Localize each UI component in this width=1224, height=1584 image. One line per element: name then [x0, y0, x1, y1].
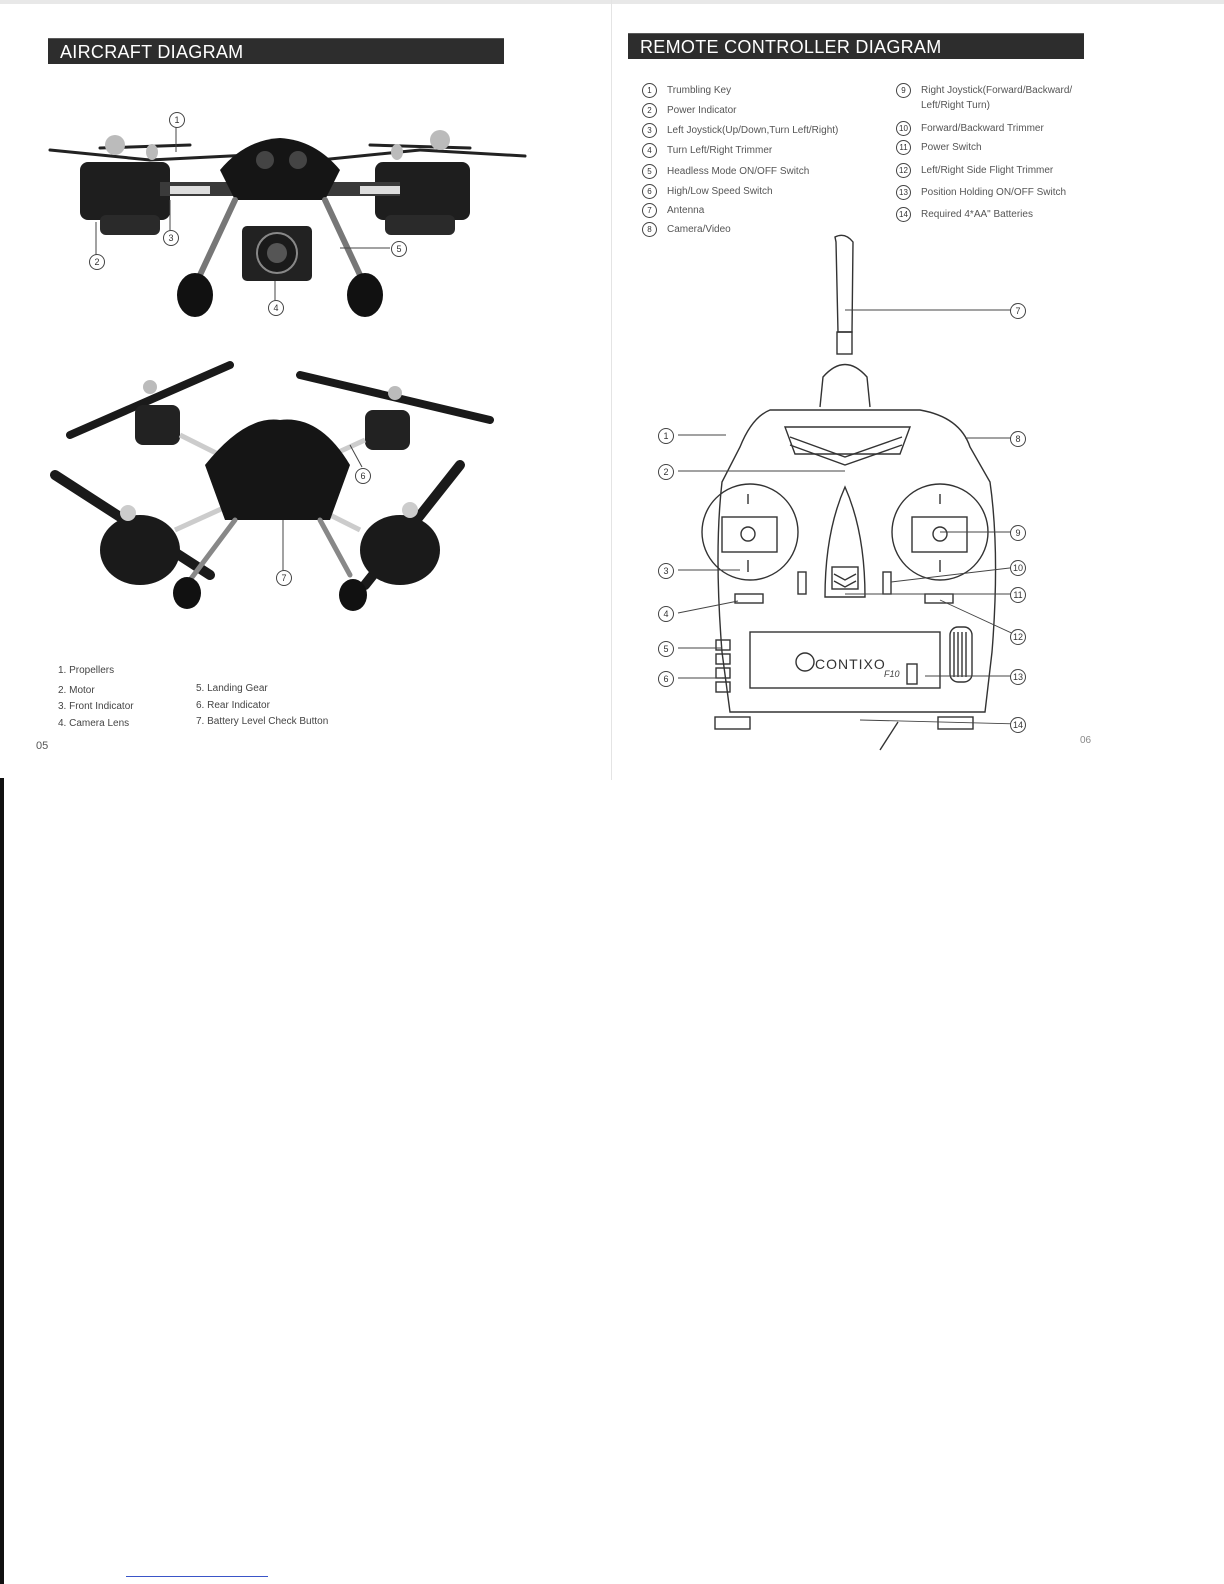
callout-2: 2	[89, 254, 105, 270]
part-motor: 2. Motor	[58, 685, 95, 696]
rc-callout-13: 13	[1010, 669, 1026, 685]
rc-item-6	[642, 184, 773, 199]
part-battery-check-button: 7. Battery Level Check Button	[196, 716, 329, 727]
model-label: F10	[884, 669, 900, 679]
remote-controller-diagram-header: REMOTE CONTROLLER DIAGRAM	[628, 33, 1084, 59]
part-rear-indicator: 6. Rear Indicator	[196, 700, 270, 711]
rc-item-3	[642, 123, 838, 138]
rc-item-2	[642, 103, 736, 118]
rc-callout-4: 4	[658, 606, 674, 622]
part-propellers: 1. Propellers	[58, 665, 115, 676]
rc-label-5: Headless Mode ON/OFF Switch	[667, 166, 810, 177]
callout-3: 3	[163, 230, 179, 246]
rc-item-12	[896, 163, 1053, 178]
rc-num-14: 14	[896, 207, 911, 222]
rc-label-8: Camera/Video	[667, 224, 731, 235]
rc-item-11	[896, 140, 982, 155]
rc-label-3: Left Joystick(Up/Down,Turn Left/Right)	[667, 125, 839, 136]
rc-num-9: 9	[896, 83, 911, 98]
remote-controller-illustration	[640, 232, 1060, 752]
rc-num-8: 8	[642, 222, 657, 237]
drone-rear-illustration	[40, 355, 510, 625]
rc-callout-7: 7	[1010, 303, 1026, 319]
part-front-indicator: 3. Front Indicator	[58, 701, 134, 712]
rc-callout-1: 1	[658, 428, 674, 444]
rc-label-4: Turn Left/Right Trimmer	[667, 145, 773, 156]
rc-num-13: 13	[896, 185, 911, 200]
drone-front-illustration	[40, 100, 540, 330]
callout-7: 7	[276, 570, 292, 586]
callout-5: 5	[391, 241, 407, 257]
rc-callout-9: 9	[1010, 525, 1026, 541]
rc-label-2: Power Indicator	[667, 105, 737, 116]
callout-6: 6	[355, 468, 371, 484]
rc-num-10: 10	[896, 121, 911, 136]
aircraft-diagram-header: AIRCRAFT DIAGRAM	[48, 38, 504, 64]
bottom-rule	[126, 1576, 268, 1577]
brand-logo: CONTIXO	[815, 656, 886, 672]
rc-label-12: Left/Right Side Flight Trimmer	[921, 165, 1054, 176]
rc-num-11: 11	[896, 140, 911, 155]
rc-callout-14: 14	[1010, 717, 1026, 733]
part-camera-lens: 4. Camera Lens	[58, 718, 130, 729]
rc-item-4	[642, 143, 772, 158]
rc-label-14: Required 4*AA" Batteries	[921, 209, 1033, 220]
rc-label-10: Forward/Backward Trimmer	[921, 123, 1044, 134]
rc-num-6: 6	[642, 184, 657, 199]
rc-label-11: Power Switch	[921, 142, 982, 153]
rc-label-9b: Left/Right Turn)	[921, 100, 990, 111]
part-landing-gear: 5. Landing Gear	[196, 683, 268, 694]
rc-item-10	[896, 121, 1044, 136]
rc-num-12: 12	[896, 163, 911, 178]
rc-label-9-wrap	[921, 83, 1072, 113]
rc-label-9: Right Joystick(Forward/Backward/	[921, 85, 1073, 96]
callout-1: 1	[169, 112, 185, 128]
rc-callout-5: 5	[658, 641, 674, 657]
rc-callout-2: 2	[658, 464, 674, 480]
rc-callout-6: 6	[658, 671, 674, 687]
rc-callout-11: 11	[1010, 587, 1026, 603]
rc-callout-3: 3	[658, 563, 674, 579]
rc-label-13: Position Holding ON/OFF Switch	[921, 187, 1067, 198]
rc-callout-12: 12	[1010, 629, 1026, 645]
rc-item-13	[896, 185, 1066, 200]
rc-num-7: 7	[642, 203, 657, 218]
page-number-left: 05	[36, 740, 49, 752]
callout-4: 4	[268, 300, 284, 316]
rc-num-3: 3	[642, 123, 657, 138]
rc-item-1	[642, 83, 731, 98]
rc-label-1: Trumbling Key	[667, 85, 732, 96]
rc-num-4: 4	[642, 143, 657, 158]
rc-callout-8: 8	[1010, 431, 1026, 447]
page-number-right: 06	[1080, 735, 1092, 746]
scan-edge-left	[0, 778, 4, 1584]
rc-label-7: Antenna	[667, 205, 705, 216]
rc-num-2: 2	[642, 103, 657, 118]
rc-num-1: 1	[642, 83, 657, 98]
rc-item-7	[642, 203, 704, 218]
rc-item-14	[896, 207, 1033, 222]
rc-item-9	[896, 83, 1072, 113]
rc-item-5	[642, 164, 809, 179]
rc-num-5: 5	[642, 164, 657, 179]
scan-edge-top	[0, 0, 1224, 4]
page-fold	[611, 0, 612, 780]
rc-callout-10: 10	[1010, 560, 1026, 576]
rc-label-6: High/Low Speed Switch	[667, 186, 773, 197]
